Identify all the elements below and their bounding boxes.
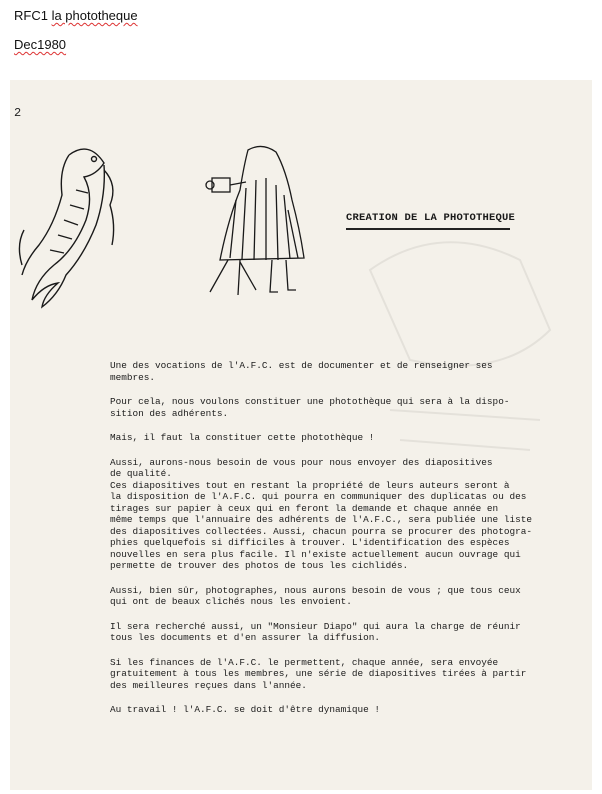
paragraph-1: Une des vocations de l'A.F.C. est de documenter et de renseigner ses membres. [110, 360, 493, 383]
paragraph-9: Au travail ! l'A.F.C. se doit d'être dynamique ! [110, 704, 381, 715]
document-header [14, 8, 138, 66]
paragraph-7: Il sera recherché aussi, un "Monsieur Diapo" qui aura la charge de réunir tous les documents et d'en assurer la diffusion. [110, 620, 521, 643]
section-heading: CREATION DE LA PHOTOTHEQUE [346, 212, 510, 230]
document-title [14, 8, 138, 23]
scanned-page [10, 80, 592, 790]
paragraph-3: Mais, il faut la constituer cette photothèque ! [110, 432, 375, 443]
article-body [110, 360, 580, 729]
paragraph-8: Si les finances de l'A.F.C. le permettent, chaque année, sera envoyée gratuitement à tous les membres, une série de diapositives tirées à partir des meilleures reçues dans l'année. [110, 656, 527, 691]
fish-illustration [14, 135, 124, 310]
photographer-illustration [200, 140, 320, 298]
paragraph-4: Aussi, aurons-nous besoin de vous pour nous envoyer des diapositives de qualité. [110, 456, 493, 479]
title-text: la phototheque [51, 8, 138, 23]
paragraph-6: Aussi, bien sûr, photographes, nous aurons besoin de vous ; que tous ceux qui ont de beaux clichés nous les envoient. [110, 584, 521, 607]
page-number: 2 [14, 106, 22, 120]
paragraph-2: Pour cela, nous voulons constituer une photothèque qui sera à la dispo- sition des adhérents. [110, 396, 510, 419]
paragraph-5: Ces diapositives tout en restant la propriété de leurs auteurs seront à la disposition de l'A.F.C. qui pourra en communiquer des duplicatas ou des tirages sur papier à ceux qui en feront la demande et chaque année en même temps que l'annuaire des adhérents de l'A.F.C., sera publiée une liste des diapositives collectées. Aussi, chacun pourra se procurer des photogra- phies quelquefois si difficiles à trouver. L'identification des espèces nouvelles en sera plus facile. Il n'existe actuellement aucun ouvrage qui permette de trouver des photos de tous les cichlidés. [110, 479, 532, 571]
title-code: RFC1 [14, 8, 48, 23]
document-date: Dec1980 [14, 37, 67, 52]
